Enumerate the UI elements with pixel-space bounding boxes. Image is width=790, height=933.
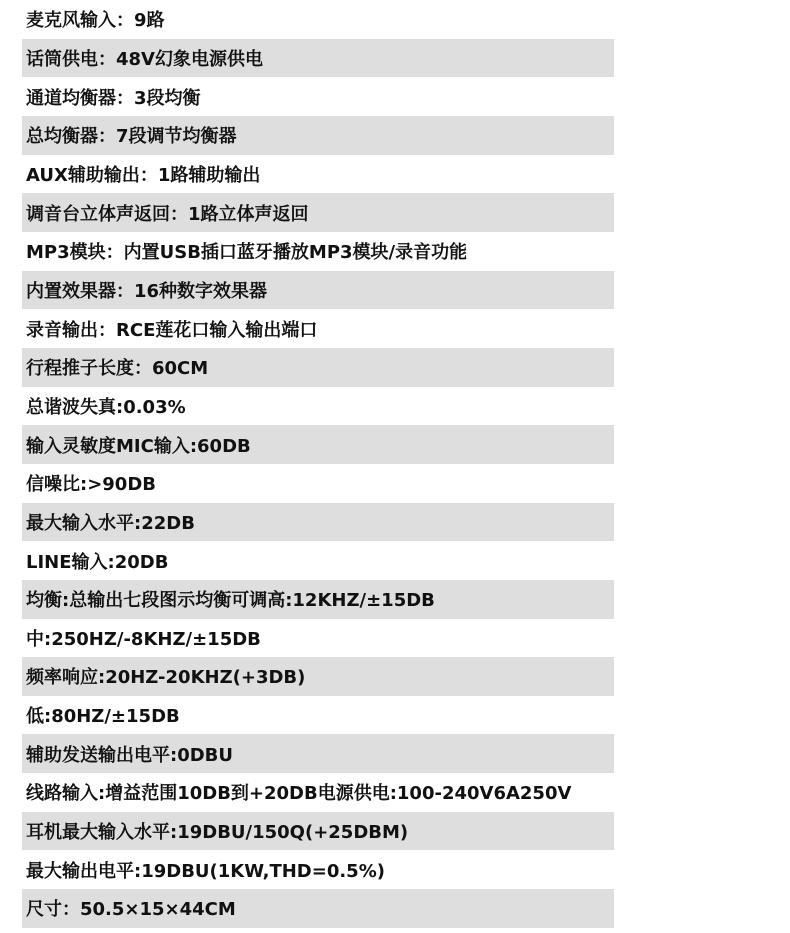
spec-row: AUX辅助输出：1路辅助输出 bbox=[26, 164, 261, 186]
spec-row: MP3模块：内置USB插口蓝牙播放MP3模块/录音功能 bbox=[26, 242, 468, 264]
spec-row: 最大输入水平:22DB bbox=[22, 503, 614, 542]
spec-row: 麦克风输入：9路 bbox=[26, 10, 165, 32]
spec-row: 低:80HZ/±15DB bbox=[26, 706, 180, 728]
spec-row: 录音输出：RCE莲花口输入输出端口 bbox=[26, 319, 318, 341]
spec-row: 线路输入:增益范围10DB到+20DB电源供电:100-240V6A250V bbox=[26, 783, 572, 805]
spec-row: LINE输入:20DB bbox=[26, 551, 169, 573]
spec-row: 内置效果器：16种数字效果器 bbox=[22, 271, 614, 310]
spec-row: 总均衡器：7段调节均衡器 bbox=[22, 116, 614, 155]
spec-row: 最大输出电平:19DBU(1KW,THD=0.5%) bbox=[26, 860, 385, 882]
spec-row: 中:250HZ/-8KHZ/±15DB bbox=[26, 628, 261, 650]
spec-row: 调音台立体声返回：1路立体声返回 bbox=[22, 193, 614, 232]
spec-row: 话筒供电：48V幻象电源供电 bbox=[22, 39, 614, 78]
spec-list bbox=[22, 0, 614, 928]
spec-row: 行程推子长度：60CM bbox=[22, 348, 614, 387]
spec-row: 通道均衡器：3段均衡 bbox=[26, 87, 201, 109]
spec-row: 均衡:总输出七段图示均衡可调高:12KHZ/±15DB bbox=[22, 580, 614, 619]
spec-row: 耳机最大输入水平:19DBU/150Q(+25DBM) bbox=[22, 812, 614, 851]
spec-row: 频率响应:20HZ-20KHZ(+3DB) bbox=[22, 657, 614, 696]
spec-row: 辅助发送输出电平:0DBU bbox=[22, 734, 614, 773]
spec-row: 总谐波失真:0.03% bbox=[26, 396, 186, 418]
spec-row: 输入灵敏度MIC输入:60DB bbox=[22, 425, 614, 464]
spec-row: 尺寸：50.5×15×44CM bbox=[22, 889, 614, 928]
spec-row: 信噪比:>90DB bbox=[26, 474, 156, 496]
